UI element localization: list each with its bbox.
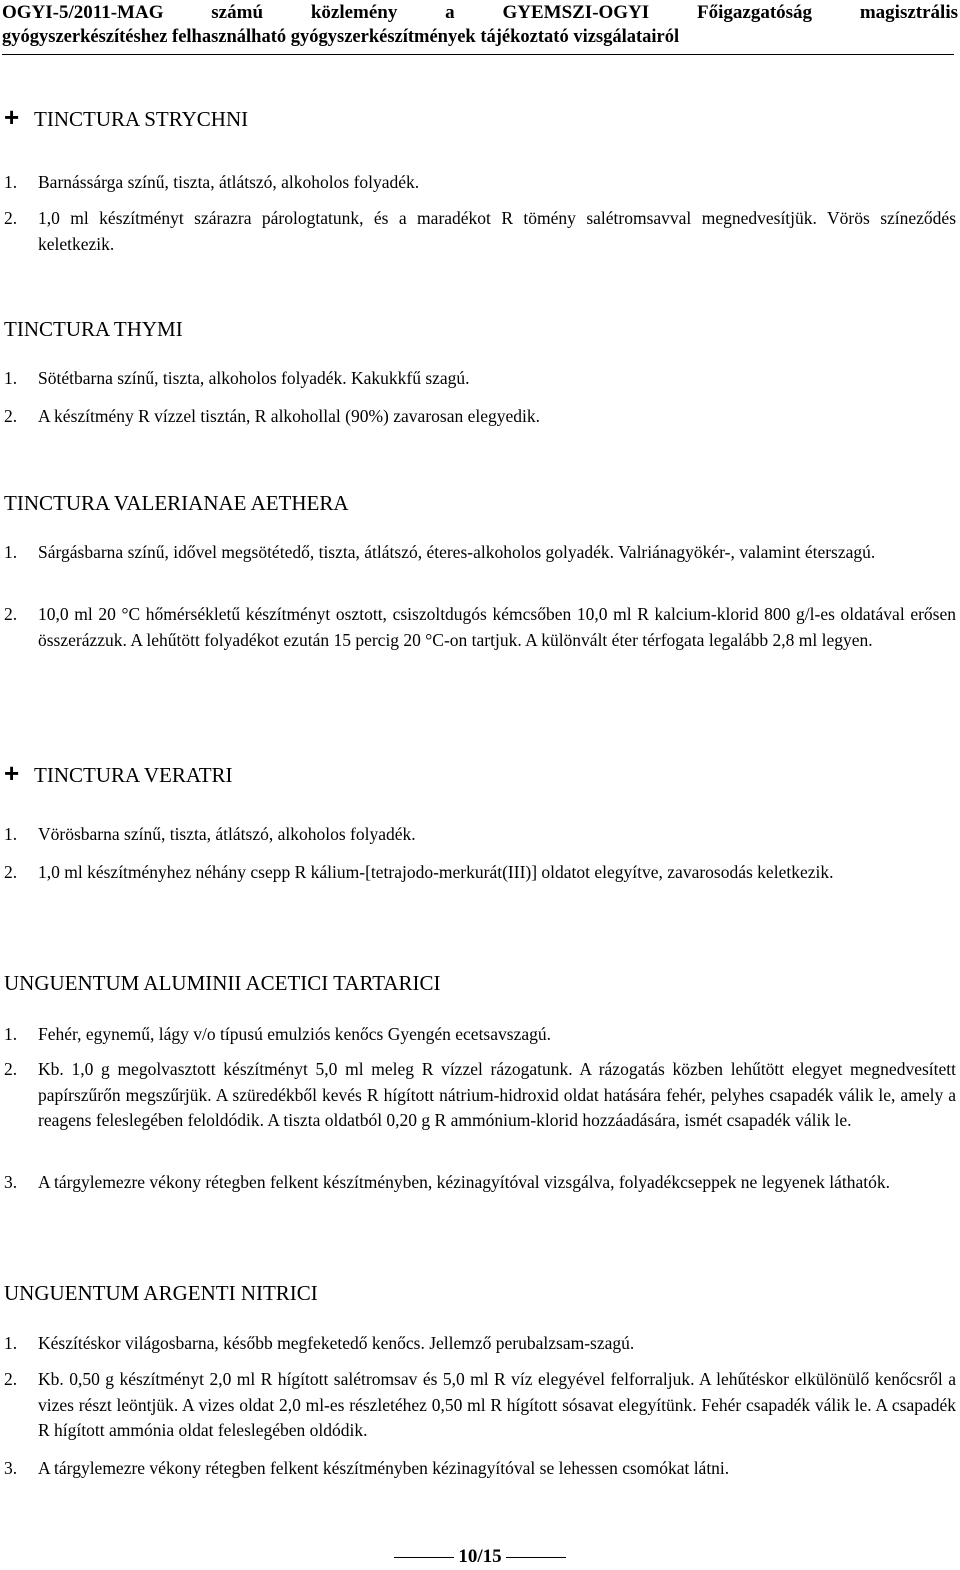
footer-rule bbox=[394, 1557, 454, 1558]
section-heading-tinctura-thymi bbox=[4, 316, 183, 342]
item-text: Kb. 1,0 g megolvasztott készítményt 5,0 ml meleg R vízzel rázogatunk. A rázogatás közben lehűtött elegyet megnedvesített papírszűrőn megszűrjük. A szüredékből kevés R hígított nátrium-hidroxid oldat hatására fehér, pelyhes csapadék válik le, amely a reagens feleslegében feloldódik. A tiszta oldatból 0,20 g R ammónium-klorid hozzáadására, ismét csapadék válik le. bbox=[38, 1059, 956, 1130]
header-title-line-1: OGYI-5/2011-MAG számú közlemény a GYEMSZI-OGYI Főigazgatóság magisztrális bbox=[2, 2, 958, 23]
page-footer bbox=[0, 1546, 960, 1568]
item-text: Vörösbarna színű, tiszta, átlátszó, alkoholos folyadék. bbox=[38, 824, 416, 844]
item-number: 3. bbox=[4, 1458, 18, 1478]
section-title: TINCTURA STRYCHNI bbox=[34, 107, 249, 131]
header-divider bbox=[2, 54, 954, 55]
section-heading-unguentum-aluminii bbox=[4, 970, 441, 996]
list-item bbox=[4, 860, 956, 886]
footer-rule bbox=[506, 1557, 566, 1558]
list-item bbox=[4, 1456, 956, 1482]
item-number: 2. bbox=[4, 604, 18, 624]
item-text: Kb. 0,50 g készítményt 2,0 ml R hígított salétromsav és 5,0 ml R víz elegyével felforraljuk. A lehűtéskor elkülönülő kenőcsről a vizes részt leöntjük. A vizes oldat 2,0 ml-es részletéhez 0,50 ml R hígított sósavat elegyítünk. Fehér csapadék válik le. A csapadék R hígított ammónia oldat feleslegében oldódik. bbox=[38, 1369, 956, 1440]
item-text: A tárgylemezre vékony rétegben felkent készítményben, kézinagyítóval vizsgálva, folyadékcseppek ne legyenek láthatók. bbox=[38, 1172, 890, 1192]
item-number: 2. bbox=[4, 208, 18, 228]
list-item bbox=[4, 540, 956, 566]
item-text: 1,0 ml készítményt szárazra párologtatunk, és a maradékot R tömény salétromsavval megnedvesítjük. Vörös színeződés keletkezik. bbox=[38, 208, 956, 254]
section-heading-tinctura-strychni bbox=[4, 104, 248, 132]
section-heading-tinctura-valerianae bbox=[4, 490, 349, 516]
section-title: TINCTURA THYMI bbox=[4, 317, 183, 341]
item-text: 1,0 ml készítményhez néhány csepp R kálium-[tetrajodo-merkurát(III)] oldatot elegyítve, zavarosodás keletkezik. bbox=[38, 862, 834, 882]
item-text: 10,0 ml 20 °C hőmérsékletű készítményt osztott, csiszoltdugós kémcsőben 10,0 ml R kalcium-klorid 800 g/l-es oldatával erősen összerázzuk. A lehűtött folyadékot ezután 15 percig 20 °C-on tartjuk. A különvált éter térfogata legalább 2,8 ml legyen. bbox=[38, 604, 956, 650]
header-title-line-2: gyógyszerkészítéshez felhasználható gyógyszerkészítmények tájékoztató vizsgálatairól bbox=[2, 27, 680, 47]
item-text: Sárgásbarna színű, idővel megsötétedő, tiszta, átlátszó, éteres-alkoholos golyadék. Valriánagyökér-, valamint éterszagú. bbox=[38, 542, 876, 562]
item-number: 3. bbox=[4, 1172, 18, 1192]
list-item bbox=[4, 170, 956, 196]
item-number: 1. bbox=[4, 172, 18, 192]
list-item bbox=[4, 602, 956, 653]
section-title: TINCTURA VERATRI bbox=[34, 763, 233, 787]
list-item bbox=[4, 1022, 956, 1048]
section-title: UNGUENTUM ALUMINII ACETICI TARTARICI bbox=[4, 971, 441, 995]
list-item bbox=[4, 206, 956, 257]
section-heading-unguentum-argenti bbox=[4, 1280, 318, 1306]
item-text: Sötétbarna színű, tiszta, alkoholos folyadék. Kakukkfű szagú. bbox=[38, 368, 470, 388]
item-text: A készítmény R vízzel tisztán, R alkohollal (90%) zavarosan elegyedik. bbox=[38, 406, 540, 426]
item-text: Barnássárga színű, tiszta, átlátszó, alkoholos folyadék. bbox=[38, 172, 420, 192]
item-number: 2. bbox=[4, 406, 18, 426]
item-number: 1. bbox=[4, 542, 18, 562]
section-title: TINCTURA VALERIANAE AETHERA bbox=[4, 491, 349, 515]
plus-marker-icon: + bbox=[4, 102, 20, 132]
section-heading-tinctura-veratri bbox=[4, 760, 233, 788]
item-number: 2. bbox=[4, 1369, 18, 1389]
list-item bbox=[4, 1170, 956, 1196]
item-text: A tárgylemezre vékony rétegben felkent készítményben kézinagyítóval se lehessen csomókat látni. bbox=[38, 1458, 730, 1478]
list-item bbox=[4, 1331, 956, 1357]
plus-marker-icon: + bbox=[4, 758, 20, 788]
item-number: 2. bbox=[4, 862, 18, 882]
item-number: 2. bbox=[4, 1059, 18, 1079]
page-header bbox=[2, 0, 958, 50]
item-number: 1. bbox=[4, 1024, 18, 1044]
list-item bbox=[4, 404, 956, 430]
item-text: Fehér, egynemű, lágy v/o típusú emulziós kenőcs Gyengén ecetsavszagú. bbox=[38, 1024, 551, 1044]
list-item bbox=[4, 1367, 956, 1444]
item-number: 1. bbox=[4, 1333, 18, 1353]
list-item bbox=[4, 1057, 956, 1134]
item-text: Készítéskor világosbarna, később megfeketedő kenőcs. Jellemző perubalzsam-szagú. bbox=[38, 1333, 635, 1353]
list-item bbox=[4, 366, 956, 392]
item-number: 1. bbox=[4, 368, 18, 388]
list-item bbox=[4, 822, 956, 848]
page-number: 10/15 bbox=[458, 1546, 502, 1567]
item-number: 1. bbox=[4, 824, 18, 844]
section-title: UNGUENTUM ARGENTI NITRICI bbox=[4, 1281, 318, 1305]
